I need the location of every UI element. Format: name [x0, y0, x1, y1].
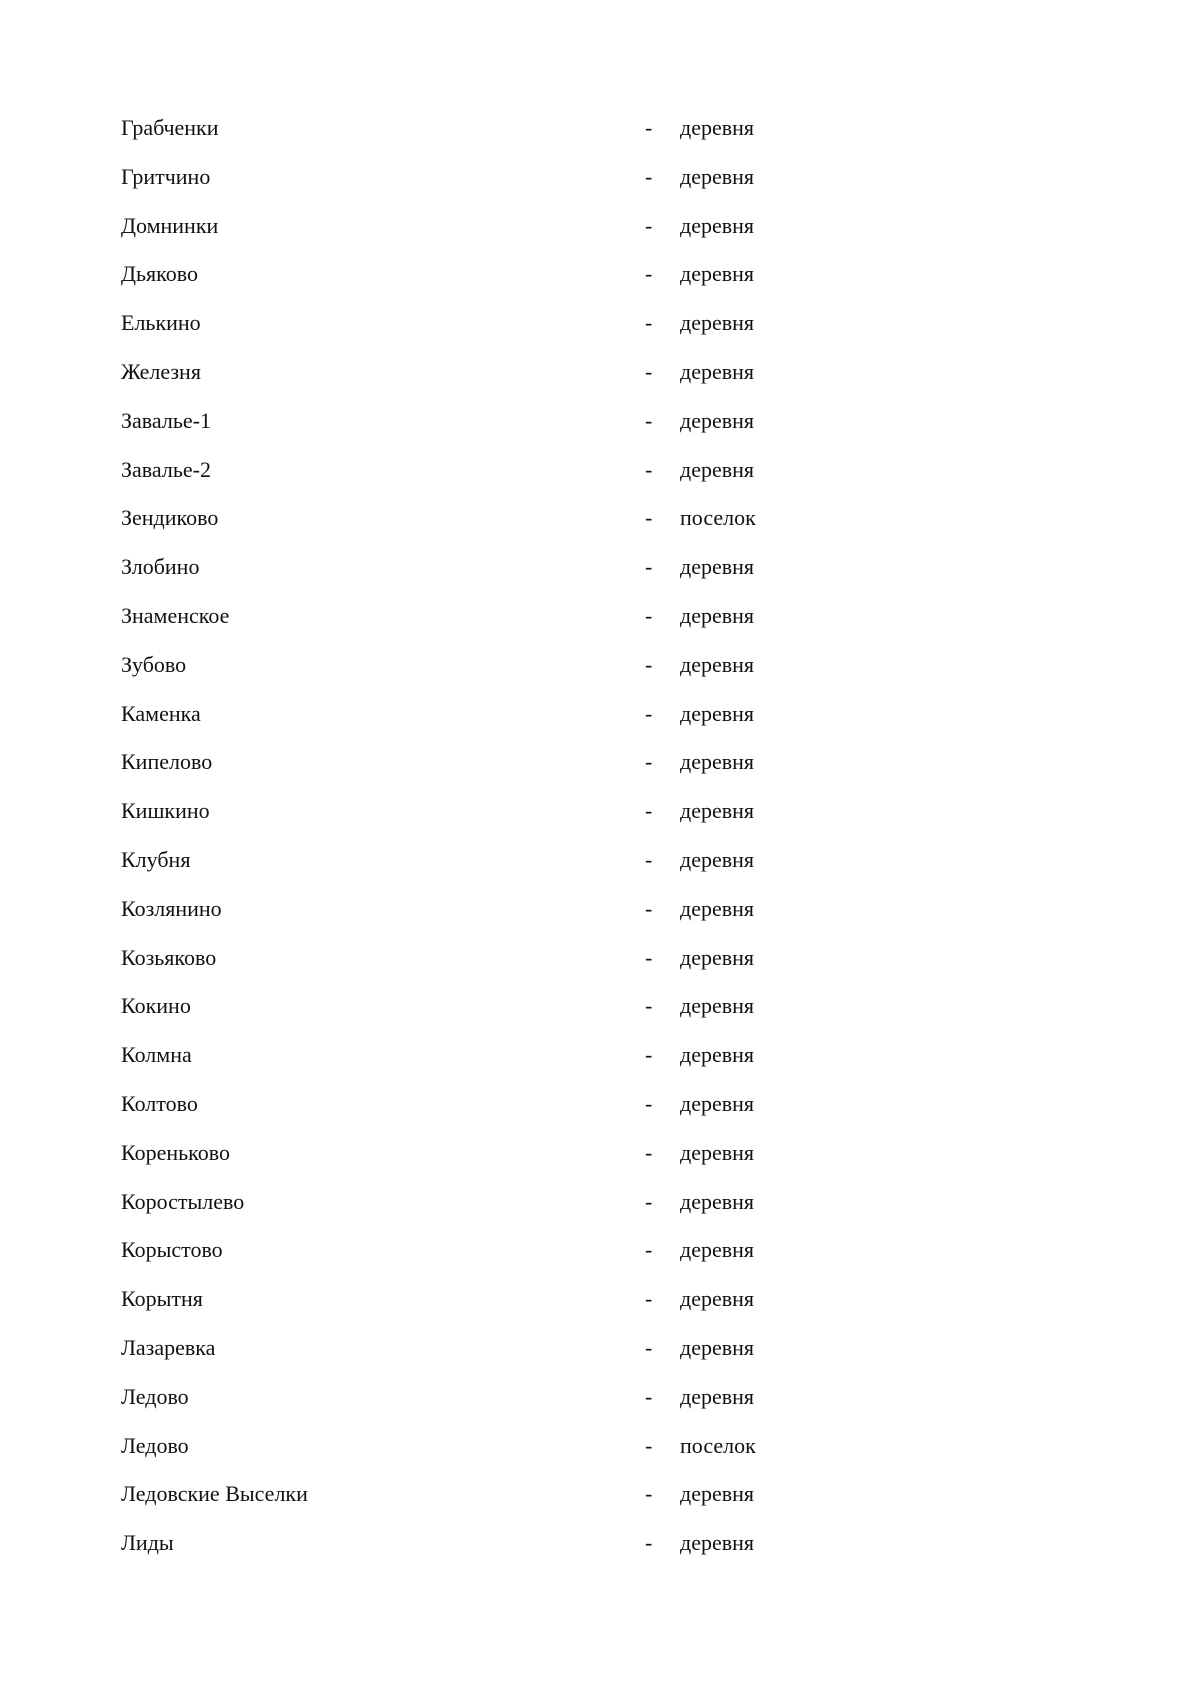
settlement-dash: -: [645, 798, 653, 824]
settlement-type: деревня: [680, 1090, 755, 1116]
settlement-name: Колтово: [121, 1090, 198, 1116]
settlement-dash: -: [645, 554, 653, 580]
settlement-dash: -: [645, 505, 653, 531]
settlement-type: деревня: [680, 895, 755, 921]
settlement-dash: -: [645, 1042, 653, 1068]
settlement-type: деревня: [680, 554, 755, 580]
settlement-row: [121, 494, 921, 543]
settlement-row: [121, 202, 921, 251]
settlement-dash: -: [645, 846, 653, 872]
settlement-row: [121, 787, 921, 836]
settlement-name: Знаменское: [121, 602, 230, 628]
settlement-list: [121, 104, 921, 1568]
settlement-dash: -: [645, 602, 653, 628]
settlement-dash: -: [645, 163, 653, 189]
settlement-type: поселок: [680, 505, 756, 531]
settlement-type: деревня: [680, 798, 755, 824]
settlement-name: Козлянино: [121, 895, 222, 921]
settlement-dash: -: [645, 115, 653, 140]
settlement-name: Железня: [121, 358, 201, 384]
settlement-row: [121, 738, 921, 787]
settlement-dash: -: [645, 944, 653, 970]
settlement-type: деревня: [680, 1042, 755, 1068]
settlement-type: деревня: [680, 115, 755, 140]
settlement-type: деревня: [680, 261, 755, 287]
settlement-name: Лиды: [121, 1530, 174, 1556]
settlement-dash: -: [645, 310, 653, 336]
settlement-row: [121, 250, 921, 299]
settlement-dash: -: [645, 700, 653, 726]
settlement-type: поселок: [680, 1432, 756, 1458]
settlement-type: деревня: [680, 993, 755, 1019]
settlement-dash: -: [645, 651, 653, 677]
settlement-dash: -: [645, 1139, 653, 1165]
settlement-row: [121, 1129, 921, 1178]
settlement-name: Зубово: [121, 651, 187, 677]
settlement-row: [121, 641, 921, 690]
settlement-dash: -: [645, 261, 653, 287]
settlement-name: Кипелово: [121, 749, 213, 775]
settlement-dash: -: [645, 1188, 653, 1214]
settlement-dash: -: [645, 1334, 653, 1360]
settlement-name: Коростылево: [121, 1188, 245, 1214]
settlement-type: деревня: [680, 700, 755, 726]
settlement-type: деревня: [680, 358, 755, 384]
settlement-name: Грабченки: [121, 115, 219, 140]
settlement-row: [121, 836, 921, 885]
settlement-name: Зендиково: [121, 505, 219, 531]
settlement-row: [121, 299, 921, 348]
settlement-row: [121, 1080, 921, 1129]
settlement-name: Завалье-2: [121, 456, 211, 482]
settlement-dash: -: [645, 1383, 653, 1409]
settlement-row: [121, 1275, 921, 1324]
settlement-row: [121, 1226, 921, 1275]
settlement-name: Клубня: [121, 846, 191, 872]
settlement-dash: -: [645, 1286, 653, 1312]
settlement-dash: -: [645, 749, 653, 775]
settlement-type: деревня: [680, 1286, 755, 1312]
settlement-row: [121, 1373, 921, 1422]
settlement-row: [121, 1031, 921, 1080]
settlement-row: [121, 592, 921, 641]
settlement-name: Кишкино: [121, 798, 210, 824]
settlement-dash: -: [645, 1432, 653, 1458]
settlement-row: [121, 934, 921, 983]
settlement-type: деревня: [680, 163, 755, 189]
settlement-dash: -: [645, 358, 653, 384]
settlement-row: [121, 1178, 921, 1227]
settlement-dash: -: [645, 895, 653, 921]
settlement-dash: -: [645, 1481, 653, 1507]
settlement-type: деревня: [680, 749, 755, 775]
settlement-name: Козьяково: [121, 944, 217, 970]
settlement-type: деревня: [680, 1383, 755, 1409]
settlement-name: Колмна: [121, 1042, 192, 1068]
settlement-row: [121, 1324, 921, 1373]
settlement-row: [121, 690, 921, 739]
settlement-type: деревня: [680, 944, 755, 970]
settlement-name: Лазаревка: [121, 1334, 216, 1360]
settlement-name: Ледово: [121, 1383, 189, 1409]
settlement-name: Елькино: [121, 310, 201, 336]
settlement-row: [121, 885, 921, 934]
settlement-type: деревня: [680, 1188, 755, 1214]
settlement-row: [121, 397, 921, 446]
settlement-name: Завалье-1: [121, 407, 211, 433]
settlement-row: [121, 104, 921, 153]
settlement-type: деревня: [680, 1530, 755, 1556]
settlement-type: деревня: [680, 456, 755, 482]
settlement-row: [121, 1519, 921, 1568]
settlement-row: [121, 446, 921, 495]
settlement-row: [121, 348, 921, 397]
settlement-type: деревня: [680, 212, 755, 238]
settlement-type: деревня: [680, 407, 755, 433]
settlement-name: Гритчино: [121, 163, 211, 189]
settlement-row: [121, 153, 921, 202]
settlement-row: [121, 543, 921, 592]
settlement-type: деревня: [680, 1334, 755, 1360]
settlement-row: [121, 1422, 921, 1471]
settlement-type: деревня: [680, 651, 755, 677]
settlement-type: деревня: [680, 602, 755, 628]
settlement-name: Ледово: [121, 1432, 189, 1458]
settlement-dash: -: [645, 1090, 653, 1116]
settlement-dash: -: [645, 1237, 653, 1263]
settlement-dash: -: [645, 1530, 653, 1556]
settlement-name: Кокино: [121, 993, 191, 1019]
settlement-type: деревня: [680, 1237, 755, 1263]
settlement-name: Злобино: [121, 554, 200, 580]
settlement-type: деревня: [680, 310, 755, 336]
settlement-row: [121, 1470, 921, 1519]
settlement-name: Дьяково: [121, 261, 198, 287]
settlement-name: Ледовские Выселки: [121, 1481, 308, 1507]
settlement-name: Корыстово: [121, 1237, 223, 1263]
settlement-dash: -: [645, 456, 653, 482]
settlement-name: Домнинки: [121, 212, 219, 238]
settlement-type: деревня: [680, 1481, 755, 1507]
settlement-dash: -: [645, 993, 653, 1019]
settlement-dash: -: [645, 212, 653, 238]
settlement-name: Кореньково: [121, 1139, 230, 1165]
settlement-row: [121, 982, 921, 1031]
settlement-type: деревня: [680, 846, 755, 872]
settlement-name: Корытня: [121, 1286, 203, 1312]
settlement-dash: -: [645, 407, 653, 433]
settlement-name: Каменка: [121, 700, 201, 726]
settlement-type: деревня: [680, 1139, 755, 1165]
